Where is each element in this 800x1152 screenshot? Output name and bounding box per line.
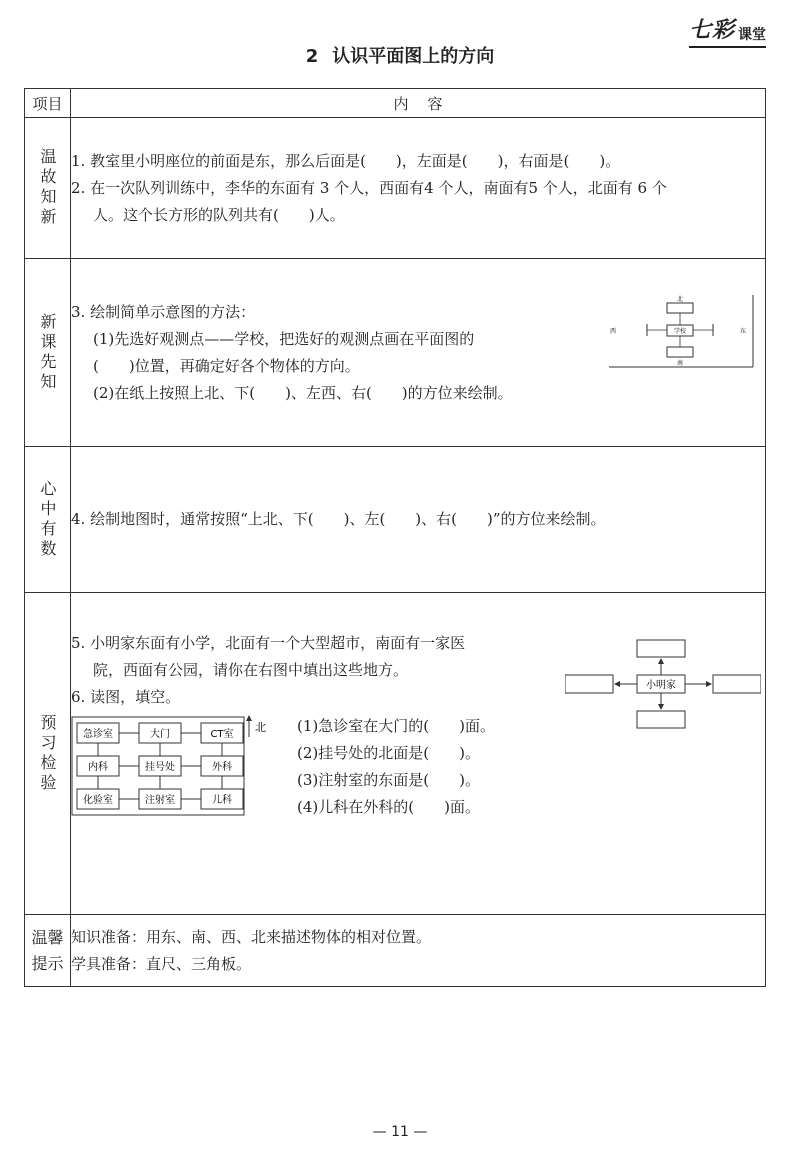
tips-content <box>71 915 766 987</box>
question-5-line1: 5. 小明家东面有小学，北面有一个大型超市，南面有一家医 <box>71 634 466 652</box>
header-content: 内 容 <box>71 89 766 118</box>
answer-2: (2)挂号处的北面是( )。 <box>297 744 480 762</box>
xiaoming-home-map <box>565 637 761 731</box>
east-blank-box[interactable] <box>713 675 761 693</box>
room-label: 注射室 <box>145 795 175 806</box>
room-label: CT室 <box>210 729 234 740</box>
tip-knowledge: 知识准备：用东、南、西、北来描述物体的相对位置。 <box>71 927 432 946</box>
mind-content <box>71 447 766 593</box>
header-item: 项目 <box>25 89 71 118</box>
room-label: 外科 <box>212 762 232 773</box>
school-direction-diagram <box>605 293 755 373</box>
mind-label: 心中有数 <box>38 479 57 560</box>
page-number: — 11 — <box>372 1124 428 1140</box>
room-label: 挂号处 <box>145 762 175 773</box>
new-lesson-label: 新课先知 <box>38 312 57 393</box>
question-3-line4: (2)在纸上按照上北、下( )、左西、右( )的方位来绘制。 <box>93 383 513 402</box>
mind-row <box>25 447 766 593</box>
question-3-line2: (1)先选好观测点——学校，把选好的观测点画在平面图的 <box>93 329 475 348</box>
answer-4: (4)儿科在外科的( )面。 <box>297 798 480 816</box>
question-2-line2: 人。这个长方形的队列共有( )人。 <box>93 205 345 224</box>
diagram-east-label: 东 <box>739 328 747 335</box>
tips-label: 温馨 提示 <box>31 927 64 973</box>
review-content <box>71 118 766 259</box>
page-title <box>0 42 800 68</box>
question-1: 1. 教室里小明座位的前面是东，那么后面是( )，左面是( )，右面是( )。 <box>71 151 621 170</box>
room-label: 化验室 <box>83 795 113 806</box>
question-4: 4. 绘制地图时，通常按照“上北、下( )、左( )、右( )”的方位来绘制。 <box>71 510 606 528</box>
question-5-line2: 院，西面有公园，请你在右图中填出这些地方。 <box>93 661 409 679</box>
room-label: 内科 <box>88 762 108 773</box>
answer-1: (1)急诊室在大门的( )面。 <box>297 717 495 735</box>
map-center-label: 小明家 <box>646 680 676 691</box>
hospital-questions <box>297 713 495 821</box>
tips-row <box>25 915 766 987</box>
brand-logo-text: 七彩 <box>688 18 735 43</box>
question-3-line3: ( )位置，再确定好各个物体的方向。 <box>93 356 360 375</box>
room-label: 急诊室 <box>83 729 113 740</box>
north-blank-box[interactable] <box>637 640 685 657</box>
lesson-number: 2 <box>305 46 319 67</box>
diagram-north-label: 北 <box>676 296 684 303</box>
room-label: 大门 <box>150 729 170 740</box>
review-row <box>25 118 766 259</box>
north-arrow-label: 北 <box>255 721 266 734</box>
diagram-west-label: 西 <box>609 328 617 335</box>
south-blank-box[interactable] <box>637 711 685 728</box>
preview-content <box>71 593 766 915</box>
question-2-line1: 2. 在一次队列训练中，李华的东面有 3 个人，西面有4 个人，南面有5 个人，北面有 6 个 <box>71 178 667 197</box>
question-3-line1: 3. 绘制简单示意图的方法： <box>71 302 256 321</box>
review-label: 温故知新 <box>38 148 57 228</box>
diagram-school-label: 学校 <box>673 328 687 335</box>
answer-3: (3)注射室的东面是( )。 <box>297 771 480 789</box>
preview-row <box>25 593 766 915</box>
preview-label: 预习检验 <box>38 713 57 794</box>
table-header-row <box>25 89 766 118</box>
west-blank-box[interactable] <box>565 675 613 693</box>
lesson-title: 认识平面图上的方向 <box>332 46 495 67</box>
room-label: 儿科 <box>212 795 232 806</box>
new-lesson-content <box>71 259 766 447</box>
question-6: 6. 读图，填空。 <box>71 688 181 706</box>
tip-tools: 学具准备：直尺、三角板。 <box>71 954 252 973</box>
new-lesson-row <box>25 259 766 447</box>
hospital-floor-plan <box>71 715 271 819</box>
diagram-south-label: 南 <box>676 360 684 367</box>
worksheet-table <box>24 88 766 987</box>
brand-suffix: 课堂 <box>738 27 766 43</box>
